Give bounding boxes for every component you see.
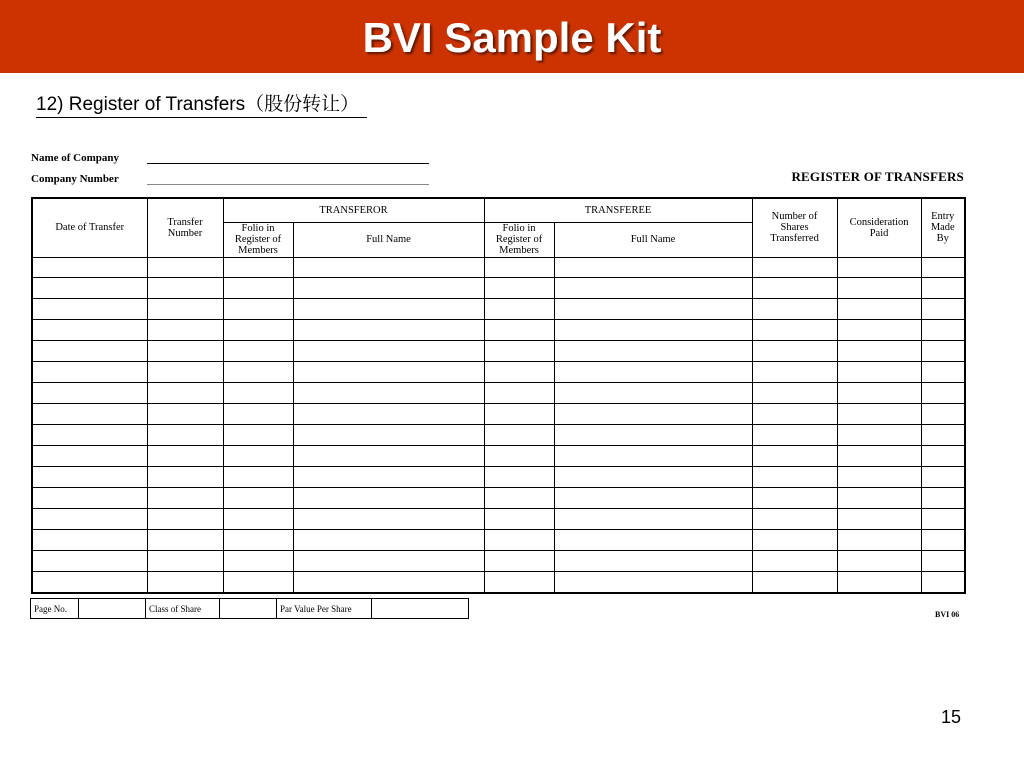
header-entry-made-by: Entry Made By bbox=[921, 198, 965, 257]
table-cell[interactable] bbox=[223, 571, 293, 593]
table-cell[interactable] bbox=[837, 425, 921, 446]
header-transferor-folio: Folio in Register of Members bbox=[223, 222, 293, 257]
table-cell[interactable] bbox=[484, 278, 554, 299]
slide-title: BVI Sample Kit bbox=[362, 14, 662, 61]
table-cell[interactable] bbox=[752, 425, 837, 446]
table-cell[interactable] bbox=[32, 341, 147, 362]
table-cell[interactable] bbox=[32, 425, 147, 446]
table-cell[interactable] bbox=[293, 362, 484, 383]
table-cell[interactable] bbox=[293, 299, 484, 320]
table-cell[interactable] bbox=[554, 487, 752, 508]
table-cell[interactable] bbox=[32, 508, 147, 529]
table-cell[interactable] bbox=[484, 508, 554, 529]
header-transferor-full-name: Full Name bbox=[293, 222, 484, 257]
header-transferee-folio: Folio in Register of Members bbox=[484, 222, 554, 257]
table-cell[interactable] bbox=[752, 467, 837, 488]
table-cell[interactable] bbox=[554, 299, 752, 320]
table-cell[interactable] bbox=[837, 487, 921, 508]
table-cell[interactable] bbox=[837, 383, 921, 404]
table-cell[interactable] bbox=[293, 278, 484, 299]
table-cell[interactable] bbox=[921, 508, 965, 529]
table-cell[interactable] bbox=[921, 341, 965, 362]
table-cell[interactable] bbox=[223, 425, 293, 446]
table-cell[interactable] bbox=[554, 404, 752, 425]
table-row bbox=[32, 571, 965, 593]
table-cell[interactable] bbox=[484, 425, 554, 446]
table-cell[interactable] bbox=[293, 425, 484, 446]
table-cell[interactable] bbox=[484, 320, 554, 341]
table-cell[interactable] bbox=[484, 487, 554, 508]
table-cell[interactable] bbox=[554, 446, 752, 467]
form-code: BVI 06 bbox=[935, 610, 960, 619]
table-cell[interactable] bbox=[554, 571, 752, 593]
name-of-company-label: Name of Company bbox=[31, 152, 119, 164]
table-cell[interactable] bbox=[484, 446, 554, 467]
table-row bbox=[32, 425, 965, 446]
table-cell[interactable] bbox=[147, 383, 223, 404]
table-row bbox=[32, 508, 965, 529]
table-cell[interactable] bbox=[223, 320, 293, 341]
par-value-field[interactable] bbox=[372, 599, 469, 619]
table-cell[interactable] bbox=[921, 257, 965, 278]
table-row bbox=[32, 278, 965, 299]
table-cell[interactable] bbox=[484, 404, 554, 425]
table-cell[interactable] bbox=[147, 278, 223, 299]
header-number-of-shares: Number of Shares Transferred bbox=[752, 198, 837, 257]
table-cell[interactable] bbox=[223, 383, 293, 404]
table-row bbox=[32, 362, 965, 383]
table-cell[interactable] bbox=[921, 299, 965, 320]
table-cell[interactable] bbox=[32, 467, 147, 488]
table-cell[interactable] bbox=[32, 278, 147, 299]
table-cell[interactable] bbox=[752, 383, 837, 404]
table-cell[interactable] bbox=[223, 278, 293, 299]
table-cell[interactable] bbox=[554, 467, 752, 488]
table-cell[interactable] bbox=[837, 278, 921, 299]
form-title: REGISTER OF TRANSFERS bbox=[791, 169, 964, 184]
table-cell[interactable] bbox=[32, 257, 147, 278]
table-cell[interactable] bbox=[484, 571, 554, 593]
table-cell[interactable] bbox=[484, 467, 554, 488]
table-cell[interactable] bbox=[484, 341, 554, 362]
table-cell[interactable] bbox=[837, 404, 921, 425]
table-cell[interactable] bbox=[484, 529, 554, 550]
table-row bbox=[32, 257, 965, 278]
table-cell[interactable] bbox=[147, 320, 223, 341]
table-row bbox=[32, 299, 965, 320]
table-row bbox=[32, 487, 965, 508]
table-cell[interactable] bbox=[554, 508, 752, 529]
table-cell[interactable] bbox=[921, 278, 965, 299]
table-cell[interactable] bbox=[147, 341, 223, 362]
page-no-field[interactable] bbox=[79, 599, 146, 619]
table-row bbox=[32, 320, 965, 341]
table-row bbox=[32, 550, 965, 571]
section-subtitle: 12) Register of Transfers（股份转让） bbox=[36, 93, 367, 118]
company-number-label: Company Number bbox=[31, 173, 119, 185]
table-cell[interactable] bbox=[32, 404, 147, 425]
table-cell[interactable] bbox=[921, 320, 965, 341]
table-cell[interactable] bbox=[32, 571, 147, 593]
table-cell[interactable] bbox=[554, 550, 752, 571]
header-transferee-full-name: Full Name bbox=[554, 222, 752, 257]
table-cell[interactable] bbox=[752, 278, 837, 299]
table-cell[interactable] bbox=[752, 529, 837, 550]
table-cell[interactable] bbox=[32, 487, 147, 508]
register-table bbox=[31, 197, 966, 594]
header-consideration-paid: Consideration Paid bbox=[837, 198, 921, 257]
table-cell[interactable] bbox=[752, 320, 837, 341]
table-cell[interactable] bbox=[554, 383, 752, 404]
class-of-share-field[interactable] bbox=[220, 599, 277, 619]
table-cell[interactable] bbox=[147, 446, 223, 467]
table-cell[interactable] bbox=[147, 362, 223, 383]
table-cell[interactable] bbox=[293, 571, 484, 593]
table-cell[interactable] bbox=[32, 362, 147, 383]
table-cell[interactable] bbox=[293, 487, 484, 508]
table-cell[interactable] bbox=[293, 467, 484, 488]
table-cell[interactable] bbox=[147, 508, 223, 529]
page-number: 15 bbox=[941, 707, 962, 727]
table-cell[interactable] bbox=[752, 508, 837, 529]
table-cell[interactable] bbox=[293, 320, 484, 341]
table-cell[interactable] bbox=[293, 383, 484, 404]
table-cell[interactable] bbox=[147, 487, 223, 508]
table-cell[interactable] bbox=[837, 550, 921, 571]
table-cell[interactable] bbox=[32, 299, 147, 320]
table-cell[interactable] bbox=[837, 529, 921, 550]
header-transferor: TRANSFEROR bbox=[223, 198, 484, 222]
header-date-of-transfer: Date of Transfer bbox=[32, 198, 147, 257]
table-row bbox=[32, 467, 965, 488]
table-cell[interactable] bbox=[484, 383, 554, 404]
table-cell[interactable] bbox=[752, 550, 837, 571]
name-of-company-line bbox=[147, 163, 429, 164]
table-cell[interactable] bbox=[554, 278, 752, 299]
title-bar bbox=[0, 0, 1024, 73]
table-row bbox=[32, 341, 965, 362]
table-cell[interactable] bbox=[484, 550, 554, 571]
table-cell[interactable] bbox=[752, 362, 837, 383]
table-cell[interactable] bbox=[554, 341, 752, 362]
table-cell[interactable] bbox=[837, 362, 921, 383]
table-cell[interactable] bbox=[293, 529, 484, 550]
table-cell[interactable] bbox=[32, 446, 147, 467]
table-cell[interactable] bbox=[921, 446, 965, 467]
table-cell[interactable] bbox=[837, 467, 921, 488]
table-cell[interactable] bbox=[223, 487, 293, 508]
table-cell[interactable] bbox=[554, 425, 752, 446]
table-cell[interactable] bbox=[293, 446, 484, 467]
table-cell[interactable] bbox=[921, 529, 965, 550]
table-cell[interactable] bbox=[921, 467, 965, 488]
company-number-line bbox=[147, 184, 429, 185]
table-cell[interactable] bbox=[554, 362, 752, 383]
table-row bbox=[32, 383, 965, 404]
table-cell[interactable] bbox=[837, 446, 921, 467]
table-cell[interactable] bbox=[223, 550, 293, 571]
table-cell[interactable] bbox=[147, 550, 223, 571]
table-cell[interactable] bbox=[32, 320, 147, 341]
table-cell[interactable] bbox=[484, 299, 554, 320]
table-cell[interactable] bbox=[921, 425, 965, 446]
table-cell[interactable] bbox=[147, 257, 223, 278]
table-cell[interactable] bbox=[921, 550, 965, 571]
table-cell[interactable] bbox=[921, 404, 965, 425]
table-cell[interactable] bbox=[752, 571, 837, 593]
table-row bbox=[32, 529, 965, 550]
table-cell[interactable] bbox=[147, 529, 223, 550]
table-cell[interactable] bbox=[837, 257, 921, 278]
table-cell[interactable] bbox=[32, 550, 147, 571]
table-cell[interactable] bbox=[223, 446, 293, 467]
table-cell[interactable] bbox=[223, 529, 293, 550]
table-cell[interactable] bbox=[921, 383, 965, 404]
table-cell[interactable] bbox=[554, 529, 752, 550]
table-cell[interactable] bbox=[752, 257, 837, 278]
table-row bbox=[32, 404, 965, 425]
register-body bbox=[32, 257, 965, 593]
table-cell[interactable] bbox=[921, 571, 965, 593]
table-cell[interactable] bbox=[223, 508, 293, 529]
table-cell[interactable] bbox=[32, 529, 147, 550]
table-cell[interactable] bbox=[223, 341, 293, 362]
table-cell[interactable] bbox=[147, 467, 223, 488]
table-cell[interactable] bbox=[752, 404, 837, 425]
table-cell[interactable] bbox=[32, 383, 147, 404]
table-cell[interactable] bbox=[837, 320, 921, 341]
table-cell[interactable] bbox=[147, 571, 223, 593]
table-cell[interactable] bbox=[752, 299, 837, 320]
table-cell[interactable] bbox=[484, 362, 554, 383]
footer-table bbox=[30, 598, 469, 619]
table-cell[interactable] bbox=[837, 299, 921, 320]
table-cell[interactable] bbox=[223, 257, 293, 278]
header-transfer-number: Transfer Number bbox=[147, 198, 223, 257]
table-cell[interactable] bbox=[752, 446, 837, 467]
table-cell[interactable] bbox=[223, 299, 293, 320]
table-cell[interactable] bbox=[147, 425, 223, 446]
table-cell[interactable] bbox=[223, 404, 293, 425]
table-cell[interactable] bbox=[921, 487, 965, 508]
table-cell[interactable] bbox=[554, 257, 752, 278]
table-cell[interactable] bbox=[554, 320, 752, 341]
table-cell[interactable] bbox=[293, 341, 484, 362]
table-cell[interactable] bbox=[147, 299, 223, 320]
table-cell[interactable] bbox=[293, 508, 484, 529]
table-cell[interactable] bbox=[752, 341, 837, 362]
table-cell[interactable] bbox=[837, 341, 921, 362]
table-cell[interactable] bbox=[147, 404, 223, 425]
page-no-label: Page No. bbox=[31, 599, 79, 619]
table-cell[interactable] bbox=[223, 362, 293, 383]
table-cell[interactable] bbox=[752, 487, 837, 508]
class-of-share-label: Class of Share bbox=[146, 599, 220, 619]
table-cell[interactable] bbox=[293, 404, 484, 425]
table-cell[interactable] bbox=[837, 508, 921, 529]
table-cell[interactable] bbox=[837, 571, 921, 593]
table-cell[interactable] bbox=[223, 467, 293, 488]
table-cell[interactable] bbox=[293, 257, 484, 278]
header-transferee: TRANSFEREE bbox=[484, 198, 752, 222]
table-cell[interactable] bbox=[293, 550, 484, 571]
par-value-label: Par Value Per Share bbox=[277, 599, 372, 619]
table-row bbox=[32, 446, 965, 467]
table-cell[interactable] bbox=[921, 362, 965, 383]
table-cell[interactable] bbox=[484, 257, 554, 278]
